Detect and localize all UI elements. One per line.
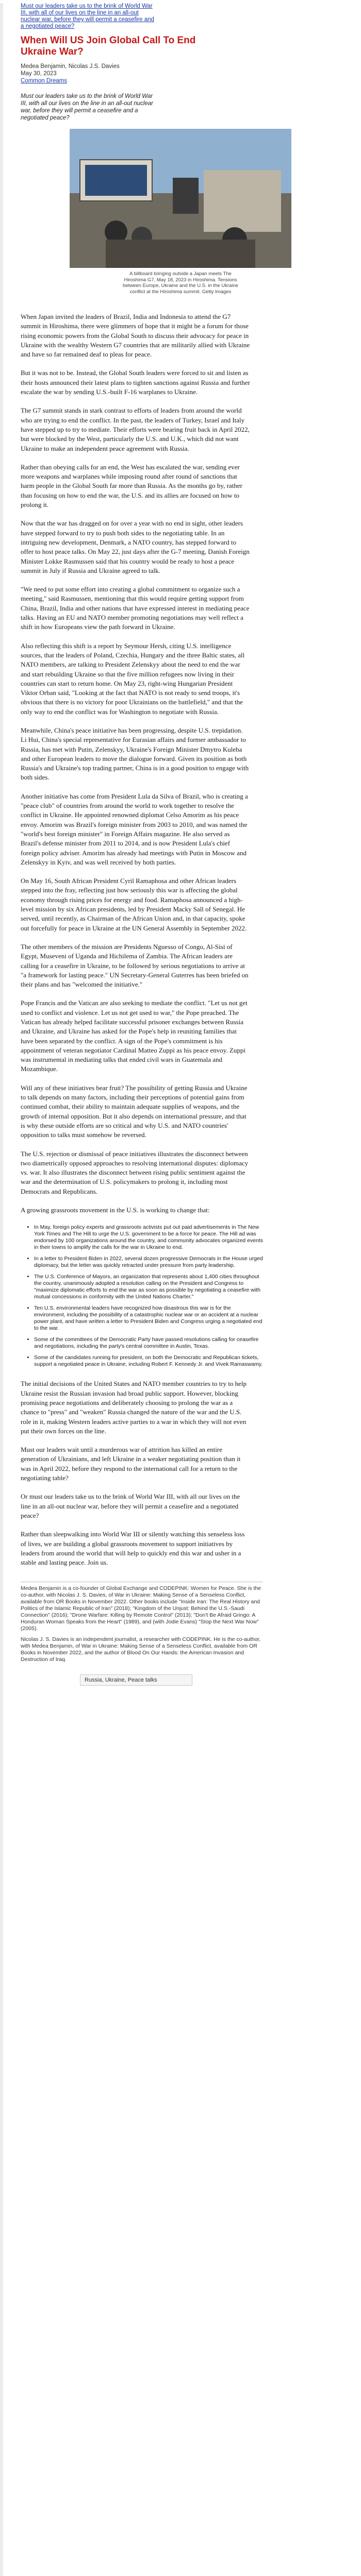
- top-summary-link[interactable]: Must our leaders take us to the brink of World War III, with all of our lives on the line in an all-out nuclear war, before they will permit a ceasefire and a negotiated peace?: [21, 3, 154, 29]
- paragraph: Rather than sleepwalking into World War III or silently watching this senseless loss of lives, we are building a global grassroots movement to support initiatives by leaders from around the world that will help to quickly end this war and usher in a stable and lasting peace. Join us.: [21, 1530, 245, 1567]
- paragraph: The U.S. rejection or dismissal of peace initiatives illustrates the disconnect between two diametrically opposed approaches to resolving international disputes: diplomacy vs. war. It also illustrates the disconnect between rising public sentiment against the war and the determination of U.S. policymakers to prolong it, including most Democrats and Republicans.: [21, 1149, 249, 1195]
- paragraph: Also reflecting this shift is a report by Seymour Hersh, citing U.S. intelligence sources, that the leaders of Poland, Czechia, Hungary and the three Baltic states, all NATO members, are talking to President Zelenskyy about the need to end the war and start rebuilding Ukraine so that the five million refugees now living in their countries can start to return home. On May 23, right-wing Hungarian President Viktor Orban said, "Looking at the fact that NATO is not ready to send troops, it's obvious that there is no victory for poor Ukrainians on the battlefield," and that the only way to end the conflict was for Washington to negotiate with Russia.: [21, 641, 245, 716]
- list-item: • Some of the candidates running for president, on both the Democratic and Republican tickets, support a negotiated peace in Ukraine, including Robert F. Kennedy Jr. and Vivek Ramaswamy.: [34, 1354, 263, 1368]
- paragraph: Now that the war has dragged on for over a year with no end in sight, other leaders have stepped forward to try to push both sides to the negotiating table. In an intriguing new development, Denmark, a NATO country, has stepped forward to offer to host peace talks. On May 22, just days after the G-7 meeting, Danish Foreign Minister Lokke Rasmussen said that his country would be ready to host a peace summit in July if Russia and Ukraine agreed to talk.: [21, 519, 250, 574]
- left-gutter: [0, 3, 3, 2576]
- paragraph: "We need to put some effort into creating a global commitment to organize such a meeting," said Rasmussen, mentioning that this would require getting support from China, Brazil, India and other nations that have expressed interest in mediating peace talks. Having an EU and NATO member promoting negotiations may well reflect a shift in how Europeans view the path forward in Ukraine.: [21, 585, 250, 631]
- article-body: [21, 312, 250, 1215]
- byline: [21, 63, 175, 84]
- article-closing: [21, 1379, 250, 1567]
- list-item: • The U.S. Conference of Mayors, an organization that represents about 1,400 cities throughout the country, unanimously adopted a resolution calling on the President and Congress to "maximize diplomatic efforts to end the war as soon as possible by negotiating a ceasefire with mutual concessions in conformity with the United Nations Charter.": [34, 1274, 263, 1300]
- article-deck: Must our leaders take us to the brink of World War III, with all our lives on the line in an all-out nuclear war, before they will permit a ceasefire and a negotiated peace?: [21, 93, 153, 121]
- paragraph: The G7 summit stands in stark contrast to efforts of leaders from around the world who are trying to end the conflict. In the past, the leaders of Turkey, Israel and Italy have stepped up to try to mediate. Their efforts were bearing fruit back in April 2022, but were blocked by the West, particularly the U.S. and U.K., which did not want Ukraine to make an independent peace agreement with Russia.: [21, 406, 250, 452]
- figure-caption: A billboard bringing outside a Japan meets The Hiroshima G7, May 18, 2023 in Hiroshima. Tensions between Europe, Ukraine and the U.S. in the Ukraine conflict at the Hiroshima summit. Getty Images: [123, 271, 238, 295]
- paragraph: A growing grassroots movement in the U.S. is working to change that:: [21, 1206, 210, 1214]
- photo-illustration: [70, 129, 291, 268]
- article-title: When Will US Join Global Call To End Ukraine War?: [21, 35, 196, 57]
- author-bio: Nicolas J. S. Davies is an independent journalist, a researcher with CODEPINK. He is the co-author, with Medea Benjamin, of War in Ukraine: Making Sense of a Senseless Conflict, available from OR Books in November 2022, and the author of Blood On Our Hands: the American Invasion and Destruction of Iraq.: [21, 1636, 261, 1663]
- paragraph: Another initiative has come from President Lula da Silva of Brazil, who is creating a "peace club" of countries from around the world to work together to resolve the conflict in Ukraine. He appointed renowned diplomat Celso Amorim as his peace envoy. Amorim was Brazil's foreign minister from 2003 to 2010, and was named the "world's best foreign minister" in Foreign Affairs magazine. He also served as Brazil's defense minister from 2011 to 2014, and is now President Lula's chief foreign policy adviser. Amorim has already had meetings with Putin in Moscow and Zelenskyy in Kyiv, and was well received by both parties.: [21, 792, 248, 866]
- lead-photo: [70, 129, 291, 268]
- source-tag-link[interactable]: Common Dreams: [21, 78, 68, 84]
- paragraph: Will any of these initiatives bear fruit? The possibility of getting Russia and Ukraine to talk depends on many factors, including their perceptions of potential gains from continued combat, their ability to maintain adequate supplies of weapons, and the growth of internal opposition. But it also depends on international pressure, and that is why these outside efforts are so critical and why U.S. and NATO countries' opposition to talks must somehow be reversed.: [21, 1083, 248, 1139]
- paragraph: Rather than obeying calls for an end, the West has escalated the war, sending ever more weapons and warplanes while imposing round after round of sanctions that harm people in the Global South far more than Russia. As the months go by, rather than focusing on how to end the war, the U.S. and its allies are focused on how to prolong it.: [21, 463, 242, 509]
- lead-figure: [70, 129, 291, 295]
- author-line: Medea Benjamin, Nicolas J.S. Davies: [21, 63, 120, 70]
- paragraph: But it was not to be. Instead, the Global South leaders were forced to sit and listen as their hosts announced their latest plans to tighten sanctions against Russia and further escalate the war by sending U.S.-built F-16 warplanes to Ukraine.: [21, 369, 250, 396]
- list-item: • In a letter to President Biden in 2022, several dozen progressive Democrats in the House urged diplomacy, but the letter was quickly retracted under pressure from party leadership.: [34, 1256, 263, 1269]
- paragraph: Meanwhile, China's peace initiative has been progressing, despite U.S. trepidation. Li Hui, China's special representative for Eurasian affairs and former ambassador to Russia, has met with Putin, Zelenskyy, Ukraine's Foreign Minister Dmytro Kuleba and other European leaders to move the dialogue forward. Given its position as both Russia's and Ukraine's top trading partner, China is in a good position to engage with both sides.: [21, 726, 249, 782]
- paragraph: Or must our leaders take us to the brink of World War III, with all our lives on the line in an all-out nuclear war, before they will permit a ceasefire and a negotiated peace?: [21, 1493, 240, 1519]
- list-item: • Some of the committees of the Democratic Party have passed resolutions calling for ceasefire and negotiations, including the party's central committee in Austin, Texas.: [34, 1336, 263, 1350]
- list-item: • In May, foreign policy experts and grassroots activists put out paid advertisements in The New York Times and The Hill to urge the U.S. government to be a force for peace. The Hill ad was endorsed by 100 organizations around the country, and community advocates organized events in their towns to amplify the calls for the war in Ukraine to end.: [34, 1224, 263, 1251]
- page: [0, 3, 361, 2576]
- publish-date: May 30, 2023: [21, 71, 57, 77]
- paragraph: On May 16, South African President Cyril Ramaphosa and other African leaders stepped into the fray, reflecting just how seriously this war is affecting the global economy through rising prices for energy and food. Ramaphosa announced a high-level mission by six African presidents, led by President Macky Sall of Senegal. He served, until recently, as Chairman of the African Union and, in that capacity, spoke out forcefully for peace in Ukraine at the UN General Assembly in September 2022.: [21, 877, 247, 932]
- paragraph: Must our leaders wait until a murderous war of attrition has killed an entire generation of Ukrainians, and left Ukraine in a weaker negotiating position than it was in April 2022, before they respond to the international call for a return to the negotiating table?: [21, 1446, 241, 1482]
- paragraph: The other members of the mission are Presidents Nguesso of Congo, Al-Sisi of Egypt, Museveni of Uganda and Hichilema of Zambia. The African leaders are calling for a ceasefire in Ukraine, to be followed by serious negotiations to arrive at "a framework for lasting peace." UN Secretary-General Guterres has been briefed on their plans and has "welcomed the initiative.": [21, 942, 249, 989]
- paragraph: The initial decisions of the United States and NATO member countries to try to help Ukraine resist the Russian invasion had broad public support. However, blocking promising peace negotiations and deliberately choosing to prolong the war as a chance to "press" and "weaken" Russia changed the nature of the war and the U.S. role in it, making Western leaders active parties to a war in which they will not even put their own forces on the line.: [21, 1380, 247, 1435]
- paragraph: Pope Francis and the Vatican are also seeking to mediate the conflict. "Let us not get used to conflict and violence. Let us not get used to war," the Pope preached. The Vatican has already helped facilitate successful prisoner exchanges between Russia and Ukraine, and Ukraine has asked for the Pope's help in reuniting families that have been separated by the conflict. A sign of the Pope's commitment is his appointment of veteran negotiator Cardinal Matteo Zuppi as his peace envoy. Zuppi was instrumental in mediating talks that ended civil wars in Guatemala and Mozambique.: [21, 999, 248, 1073]
- grassroots-list: [21, 1224, 263, 1368]
- author-bio: Medea Benjamin is a co-founder of Global Exchange and CODEPINK: Women for Peace. She is the co-author, with Nicolas J. S. Davies, of War in Ukraine: Making Sense of a Senseless Conflict, available from OR Books in November 2022. Other books include "Inside Iran: The Real History and Politics of the Islamic Republic of Iran" (2018); "Kingdom of the Unjust: Behind the U.S.-Saudi Connection" (2016); "Drone Warfare: Killing by Remote Control" (2013); "Don't Be Afraid Gringo: A Honduran Woman Speaks from the Heart" (1989), and (with Jodie Evans) "Stop the Next War Now" (2005).: [21, 1585, 261, 1632]
- paragraph: When Japan invited the leaders of Brazil, India and Indonesia to attend the G7 summit in Hiroshima, there were glimmers of hope that it might be a forum for those rising economic powers from the Global South to discuss their advocacy for peace in Ukraine with the wealthy Western G7 countries that are militarily allied with Ukraine and have so far remained deaf to pleas for peace.: [21, 313, 250, 359]
- author-bios: [21, 1582, 263, 1663]
- tag-strip[interactable]: Russia, Ukraine, Peace talks: [80, 1674, 192, 1686]
- list-item: • Ten U.S. environmental leaders have recognized how disastrous this war is for the environment, including the possibility of a catastrophic nuclear war or an accident at a nuclear power plant, and have written a letter to President Biden and Congress urging a negotiated end to the war.: [34, 1305, 263, 1332]
